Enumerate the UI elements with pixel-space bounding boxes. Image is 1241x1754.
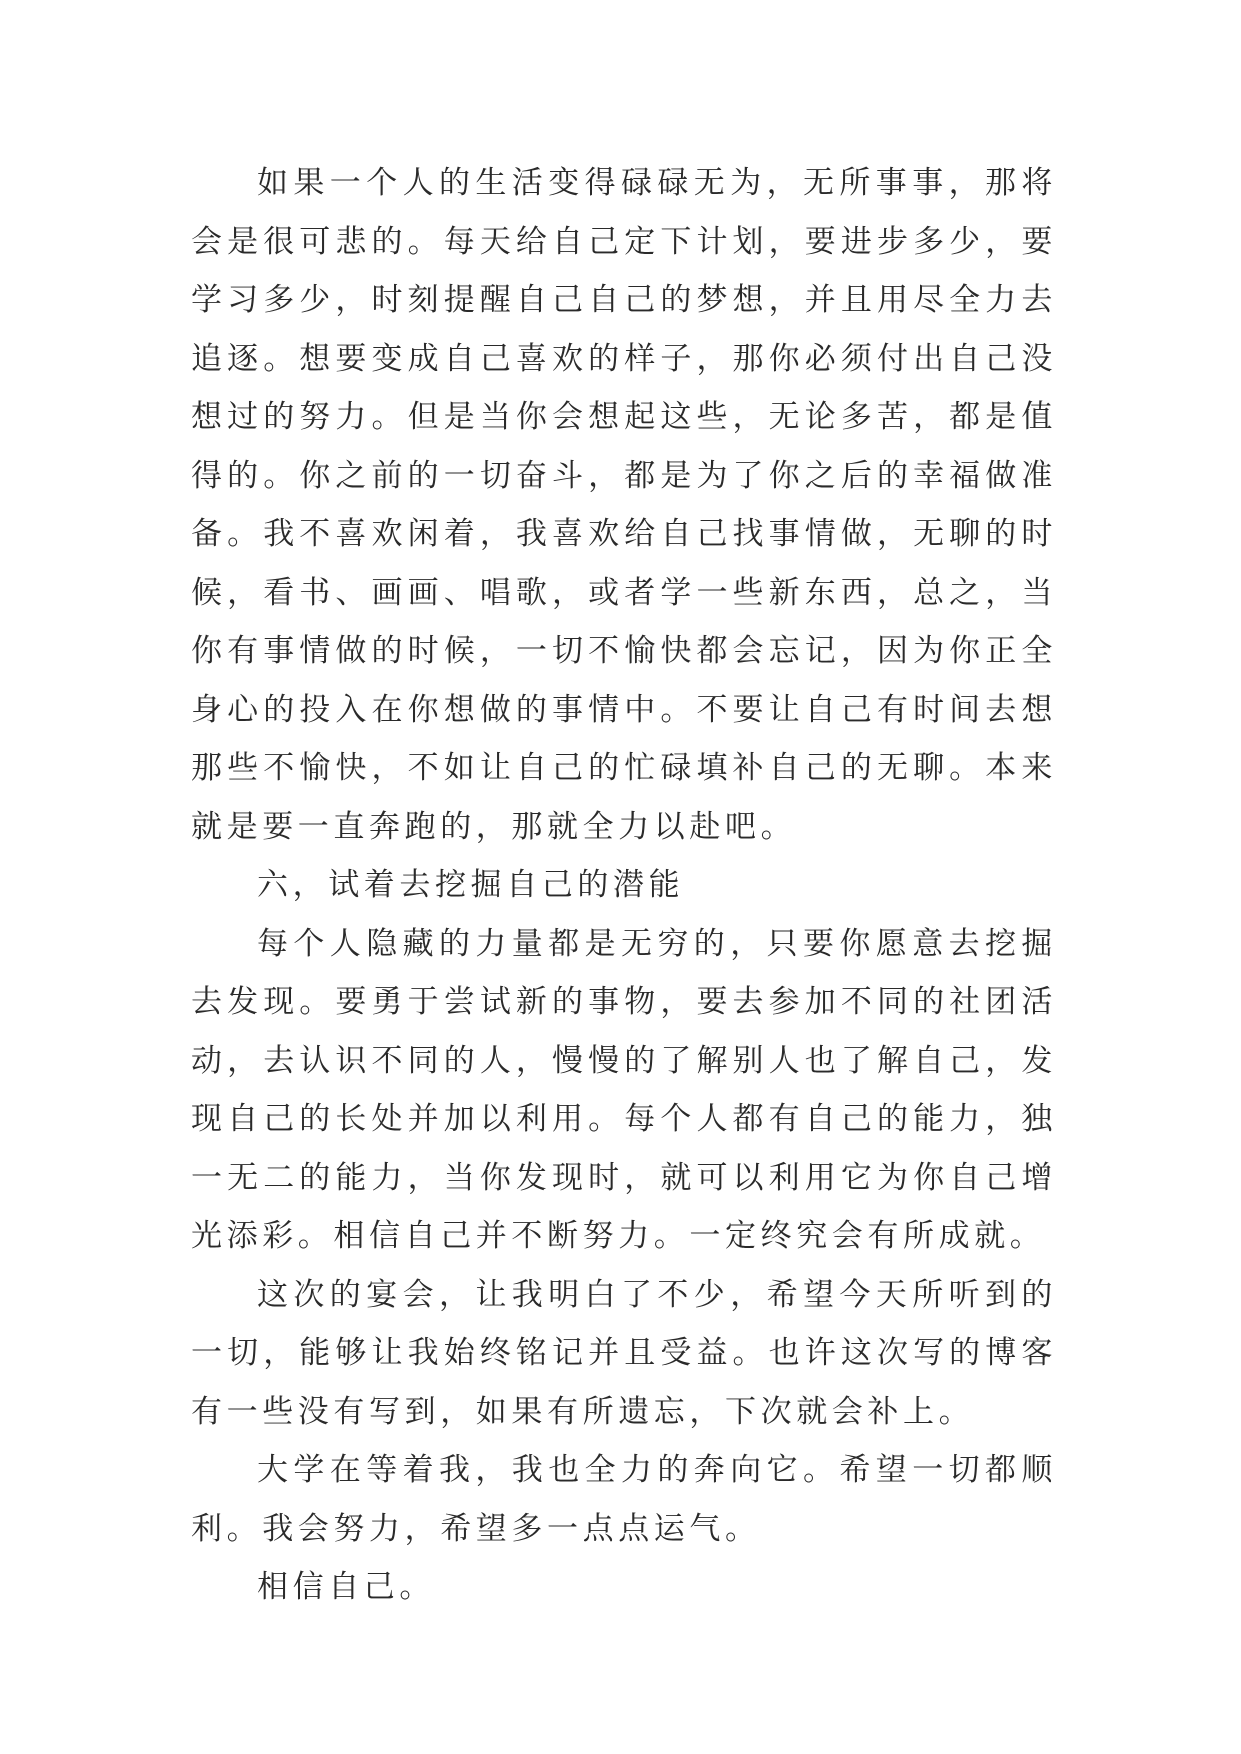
- paragraph-potential: 每个人隐藏的力量都是无穷的，只要你愿意去挖掘去发现。要勇于尝试新的事物，要去参加不同的社团活动，去认识不同的人，慢慢的了解别人也了解自己，发现自己的长处并加以利用。每个人都有自己的能力，独一无二的能力，当你发现时，就可以利用它为你自己增光添彩。相信自己并不断努力。一定终究会有所成就。: [191, 925, 1057, 1254]
- section-heading-potential: 六，试着去挖掘自己的潜能: [257, 867, 685, 903]
- paragraph-university: 大学在等着我，我也全力的奔向它。希望一切都顺利。我会努力，希望多一点点运气。: [191, 1452, 1057, 1547]
- document-body: [191, 154, 1057, 1617]
- paragraph-busy-life: 如果一个人的生活变得碌碌无为，无所事事，那将会是很可悲的。每天给自己定下计划，要进步多少，要学习多少，时刻提醒自己自己的梦想，并且用尽全力去追逐。想要变成自己喜欢的样子，那你必须付出自己没想过的努力。但是当你会想起这些，无论多苦，都是值得的。你之前的一切奋斗，都是为了你之后的幸福做准备。我不喜欢闲着，我喜欢给自己找事情做，无聊的时候，看书、画画、唱歌，或者学一些新东西，总之，当你有事情做的时候，一切不愉快都会忘记，因为你正全身心的投入在你想做的事情中。不要让自己有时间去想那些不愉快，不如让自己的忙碌填补自己的无聊。本来就是要一直奔跑的，那就全力以赴吧。: [191, 165, 1057, 845]
- paragraph-banquet: 这次的宴会，让我明白了不少，希望今天所听到的一切，能够让我始终铭记并且受益。也许这次写的博客有一些没有写到，如果有所遗忘，下次就会补上。: [191, 1276, 1057, 1430]
- paragraph-believe-yourself: 相信自己。: [257, 1569, 435, 1605]
